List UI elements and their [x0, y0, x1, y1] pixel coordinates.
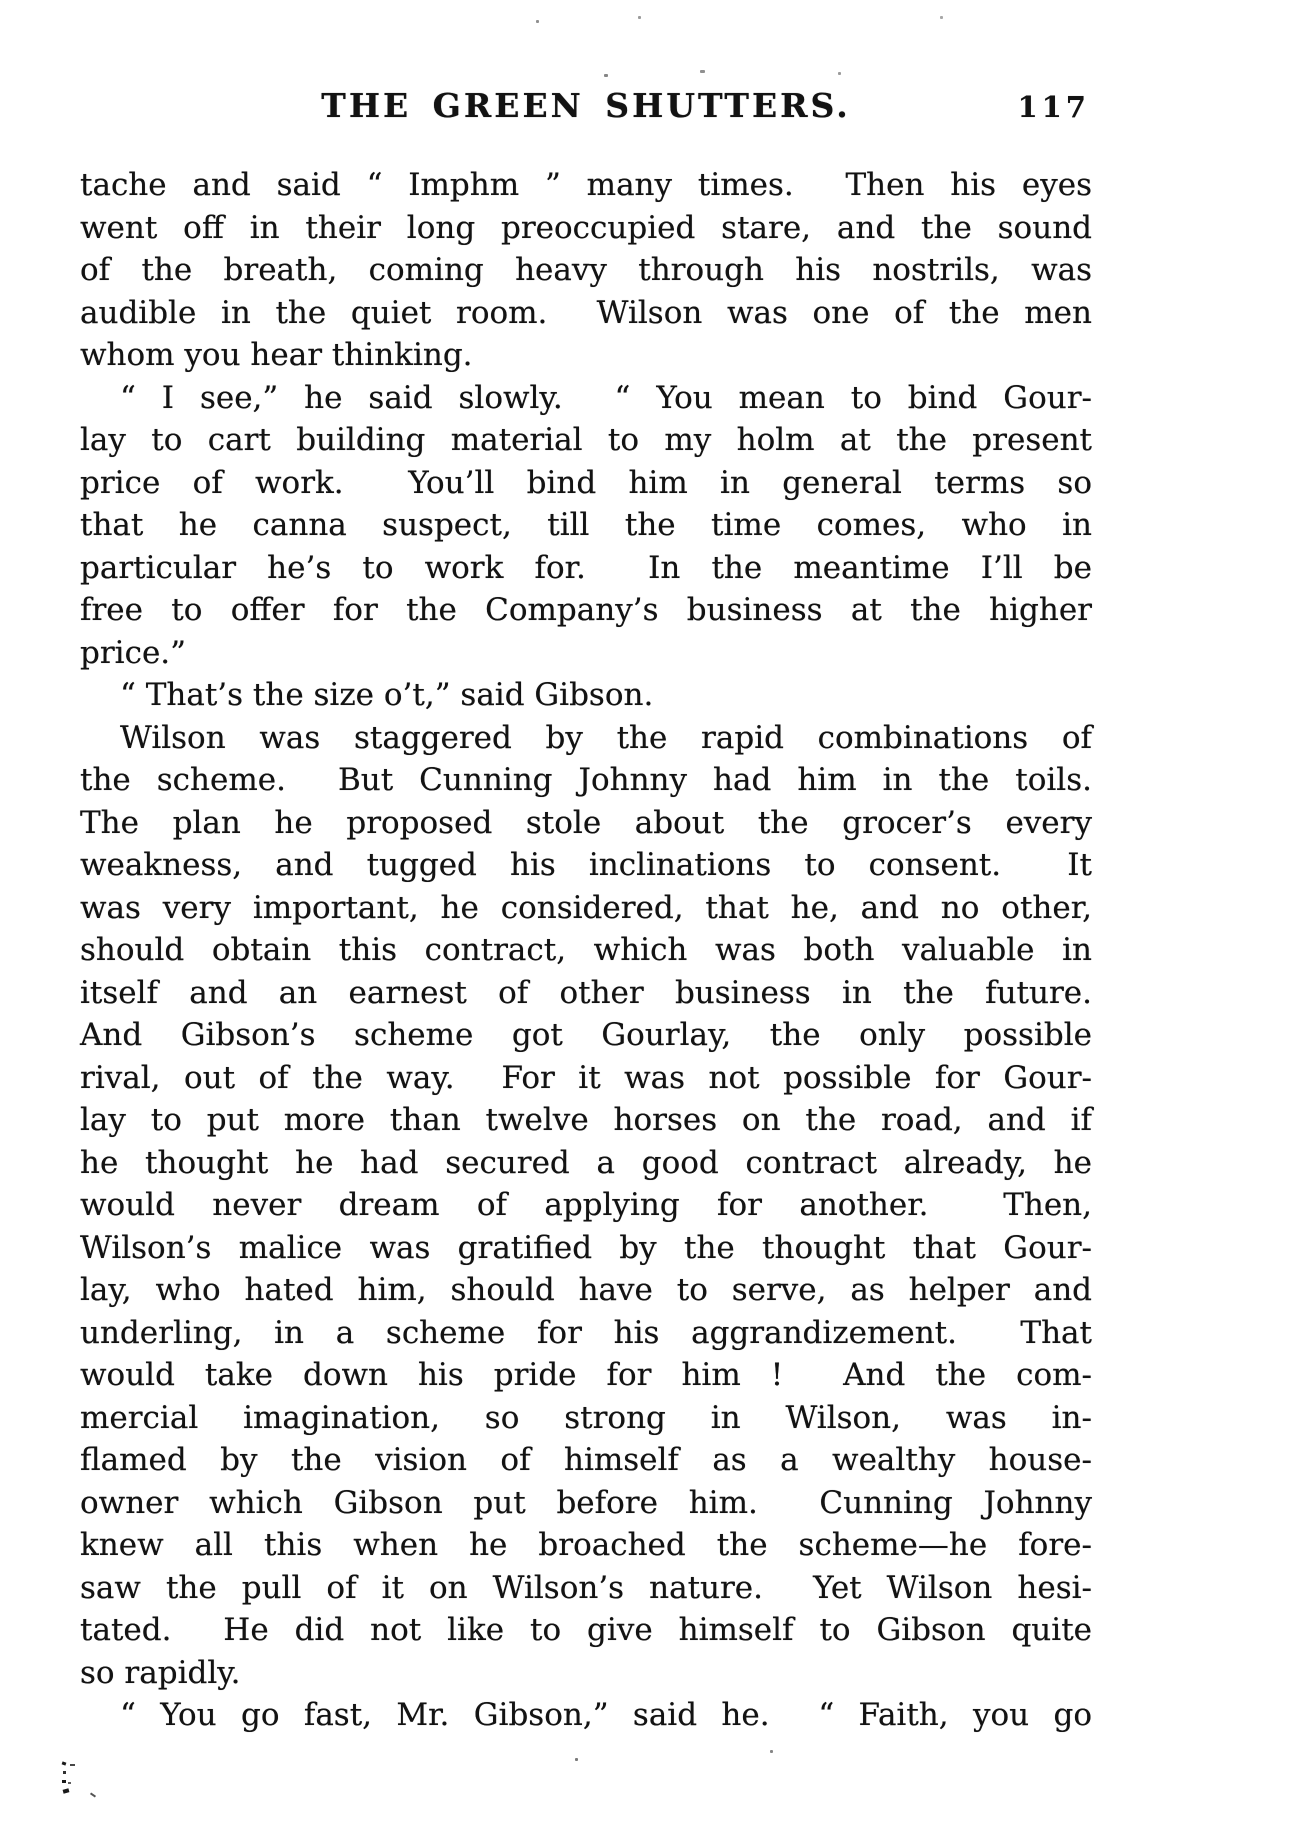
scan-speck [638, 16, 641, 19]
text-line: saw the pull of it on Wilson’s nature. Yet Wilson hesi- [80, 1569, 1092, 1606]
text-line: weakness, and tugged his inclinations to consent. It [80, 847, 1092, 883]
text-line: flamed by the vision of himself as a wealthy house- [80, 1442, 1092, 1478]
text-line: would never dream of applying for another. Then, [80, 1187, 1092, 1223]
text-line: should obtain this contract, which was both valuable in [80, 932, 1092, 968]
scan-speck [536, 20, 539, 23]
body-text [80, 164, 1092, 1737]
text-line: so rapidly. [80, 1654, 241, 1691]
text-column [80, 86, 1092, 1737]
text-line: audible in the quiet room. Wilson was one of the men [80, 294, 1092, 331]
scan-speck [838, 72, 841, 75]
scan-speck [575, 1758, 578, 1761]
text-line: was very important, he considered, that he, and no other, [80, 889, 1092, 926]
scan-speck [770, 1750, 773, 1753]
text-line: lay, who hated him, should have to serve, as helper and [80, 1272, 1092, 1308]
text-line: free to offer for the Company’s business at the higher [80, 592, 1092, 628]
scan-speck [700, 70, 705, 73]
text-line: mercial imagination, so strong in Wilson, was in- [80, 1399, 1092, 1436]
text-line: went off in their long preoccupied stare, and the sound [80, 209, 1092, 246]
text-line: And Gibson’s scheme got Gourlay, the only possible [80, 1017, 1092, 1053]
text-line: lay to put more than twelve horses on the road, and if [80, 1102, 1092, 1138]
text-line: of the breath, coming heavy through his nostrils, was [80, 252, 1092, 288]
text-line: rival, out of the way. For it was not possible for Gour- [80, 1059, 1092, 1096]
text-line: underling, in a scheme for his aggrandizement. That [80, 1314, 1092, 1351]
text-line: The plan he proposed stole about the grocer’s every [80, 804, 1092, 841]
text-line: “ That’s the size o’t,” said Gibson. [120, 677, 654, 713]
ink-smudge [62, 1762, 102, 1804]
text-line: price of work. You’ll bind him in general terms so [80, 464, 1092, 501]
running-title: THE GREEN SHUTTERS. [321, 86, 851, 125]
text-line: Wilson was staggered by the rapid combinations of [120, 719, 1092, 756]
text-line: tated. He did not like to give himself to Gibson quite [80, 1612, 1092, 1648]
text-line: lay to cart building material to my holm at the present [80, 422, 1092, 458]
text-line: tache and said “ Imphm ” many times. Then his eyes [80, 167, 1092, 203]
text-line: Wilson’s malice was gratified by the thought that Gour- [80, 1229, 1092, 1266]
page-number: 117 [1017, 90, 1090, 124]
text-line: that he canna suspect, till the time comes, who in [80, 507, 1092, 543]
page-header [80, 86, 1092, 130]
text-line: he thought he had secured a good contract already, he [80, 1144, 1092, 1181]
text-line: particular he’s to work for. In the meantime I’ll be [80, 549, 1092, 586]
scan-speck [940, 16, 943, 19]
text-line: would take down his pride for him ! And the com- [80, 1357, 1092, 1393]
text-line: “ You go fast, Mr. Gibson,” said he. “ Faith, you go [120, 1697, 1092, 1733]
text-line: itself and an earnest of other business in the future. [80, 974, 1092, 1011]
text-line: knew all this when he broached the scheme—he fore- [80, 1527, 1092, 1563]
text-line: owner which Gibson put before him. Cunning Johnny [80, 1484, 1092, 1521]
text-line: “ I see,” he said slowly. “ You mean to bind Gour- [120, 379, 1092, 416]
text-line: price.” [80, 634, 186, 671]
scan-speck [604, 74, 608, 77]
text-line: the scheme. But Cunning Johnny had him in the toils. [80, 762, 1092, 798]
text-line: whom you hear thinking. [80, 337, 473, 373]
